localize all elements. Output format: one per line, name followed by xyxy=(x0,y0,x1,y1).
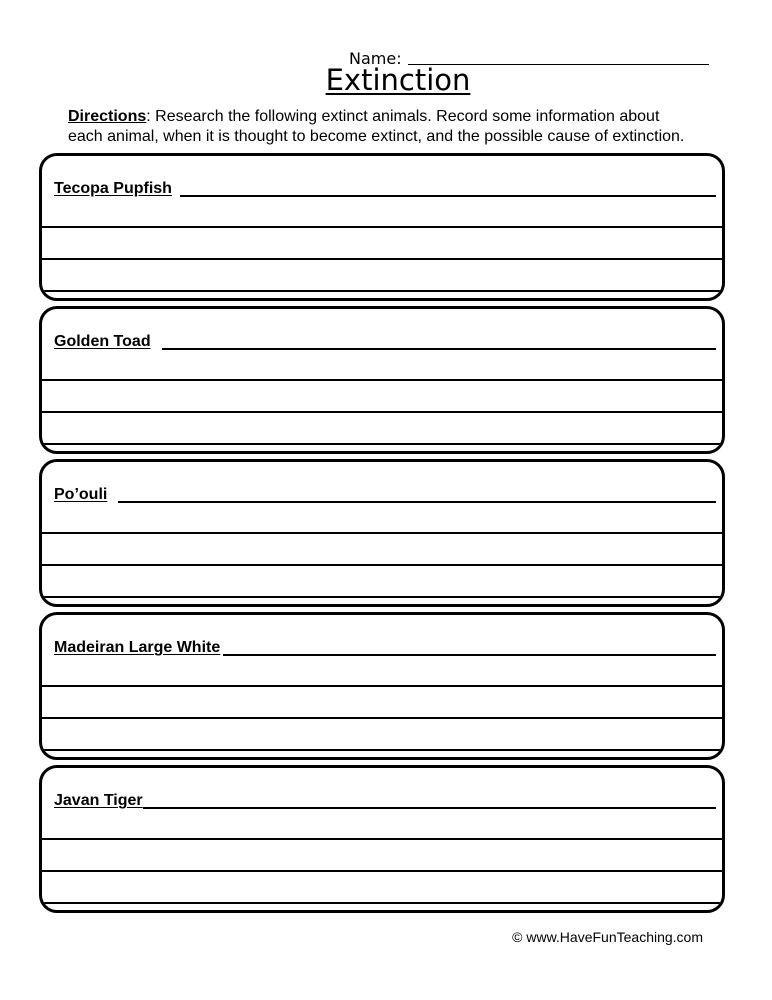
animal-name: Javan Tiger xyxy=(54,792,143,809)
writing-line[interactable] xyxy=(42,443,722,445)
writing-line[interactable] xyxy=(42,870,722,872)
animal-answer-line[interactable] xyxy=(180,195,716,197)
animal-box-golden-toad xyxy=(39,306,725,454)
directions-line-1 xyxy=(68,107,748,127)
name-label: Name: xyxy=(349,49,402,68)
writing-line[interactable] xyxy=(42,564,722,566)
animal-header xyxy=(54,178,716,198)
animal-answer-line[interactable] xyxy=(162,348,716,350)
animal-name: Golden Toad xyxy=(54,333,151,350)
animal-box-poouli xyxy=(39,459,725,607)
writing-line[interactable] xyxy=(42,532,722,534)
animal-box-tecopa-pupfish xyxy=(39,153,725,301)
animal-name: Tecopa Pupfish xyxy=(54,180,172,197)
writing-line[interactable] xyxy=(42,596,722,598)
animal-answer-line[interactable] xyxy=(143,807,716,809)
animal-answer-line[interactable] xyxy=(118,501,716,503)
writing-line[interactable] xyxy=(42,290,722,292)
writing-line[interactable] xyxy=(42,902,722,904)
writing-line[interactable] xyxy=(42,838,722,840)
writing-line[interactable] xyxy=(42,258,722,260)
animal-answer-line[interactable] xyxy=(223,654,716,656)
writing-line[interactable] xyxy=(42,411,722,413)
writing-line[interactable] xyxy=(42,717,722,719)
animal-header xyxy=(54,790,716,810)
directions-line-1-text: : Research the following extinct animals. Record some information about xyxy=(146,108,660,125)
writing-line[interactable] xyxy=(42,749,722,751)
page-title: Extinction xyxy=(325,63,471,97)
animal-header xyxy=(54,637,716,657)
animal-name: Madeiran Large White xyxy=(54,639,221,656)
animal-box-javan-tiger xyxy=(39,765,725,913)
animal-header xyxy=(54,484,716,504)
directions-label: Directions xyxy=(68,108,147,125)
animal-box-madeiran-large-white xyxy=(39,612,725,760)
copyright-footer: © www.HaveFunTeaching.com xyxy=(512,929,703,945)
directions-text xyxy=(68,107,748,147)
writing-line[interactable] xyxy=(42,226,722,228)
animal-name: Po’ouli xyxy=(54,486,108,503)
animal-header xyxy=(54,331,716,351)
writing-line[interactable] xyxy=(42,685,722,687)
directions-line-2: each animal, when it is thought to become extinct, and the possible cause of extinction. xyxy=(68,128,685,145)
writing-line[interactable] xyxy=(42,379,722,381)
